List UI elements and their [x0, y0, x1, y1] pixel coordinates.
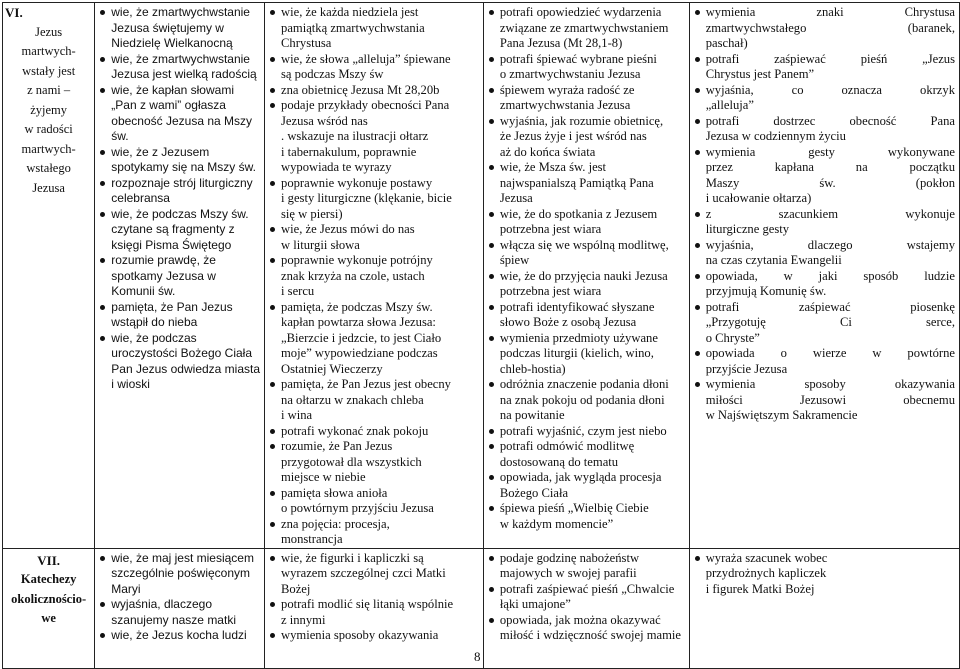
objective-line: potrafi modlić się litanią wspólnie	[281, 597, 454, 611]
objective-item	[487, 207, 685, 238]
objective-item	[487, 160, 685, 207]
objective-line: wie, że Msza św. jest	[499, 160, 607, 174]
objective-line: włącza się we wspólną modlitwę,	[499, 237, 669, 252]
objective-item	[98, 207, 260, 254]
objective-line: Jezusa świętujemy w	[111, 20, 224, 35]
objective-line: księgi Pisma Świętego	[111, 237, 232, 252]
section-label-vii	[3, 548, 95, 668]
objective-item	[487, 470, 685, 501]
objective-item	[693, 52, 955, 83]
objective-line: szanujemy nasze matki	[111, 612, 236, 627]
objective-item	[487, 114, 685, 161]
objective-line: św.	[111, 129, 129, 143]
objective-line: miłości Jezusowi obecnemu	[705, 392, 955, 407]
objective-item	[487, 5, 685, 52]
objective-line: aż do końca świata	[499, 144, 596, 159]
objective-item	[98, 300, 260, 331]
objective-line: dostosowaną do tematu	[499, 454, 619, 469]
curriculum-table	[2, 2, 960, 669]
objectives-column-4	[689, 3, 959, 549]
objective-item	[693, 238, 955, 269]
objective-line: obecność Jezusa na Mszy	[111, 113, 253, 128]
objective-line: wie, że Jezus kocha ludzi	[111, 628, 247, 642]
section-label-line: okolicznościo-	[11, 591, 87, 606]
objective-line: łąki umajone”	[499, 597, 571, 611]
objective-line: z innymi	[281, 612, 326, 627]
objective-line: chleb-hostia)	[499, 361, 566, 376]
objective-line: poprawnie wykonuje potrójny	[281, 253, 433, 267]
objective-item	[268, 439, 479, 486]
objective-line: wie, że Jezus mówi do nas	[281, 222, 415, 236]
objective-line: najwspanialszą Pamiątką Pana	[499, 175, 654, 190]
objective-line: wie, że słowa „alleluja” śpiewane	[281, 51, 451, 66]
section-row-vi	[3, 3, 960, 549]
section-label-line: martwych-	[21, 141, 76, 156]
objective-item	[98, 145, 260, 176]
objectives-list	[268, 5, 479, 548]
objective-line: wymienia gesty wykonywane	[705, 144, 955, 159]
section-label-line: VI.	[5, 5, 23, 20]
objective-line: potrafi zaśpiewać pieśń „Jezus	[705, 51, 955, 66]
objective-line: przygotował dla wszystkich	[281, 454, 422, 469]
objective-line: potrafi zaśpiewać piosenkę	[705, 299, 955, 314]
objective-line: pamięta, że podczas Mszy św.	[281, 299, 433, 314]
objective-line: kapłan powtarza słowa Jezusa:	[281, 315, 436, 329]
objective-line: rozpoznaje strój liturgiczny	[111, 175, 253, 190]
objective-line: zmartwychwstania Jezusa	[499, 98, 631, 112]
objective-line: „Bierzcie i jedzcie, to jest Ciało	[281, 330, 442, 345]
objectives-list	[693, 5, 955, 424]
objective-item	[487, 439, 685, 470]
section-label-line: wstały jest	[22, 63, 76, 78]
objective-line: na czas czytania Ewangelii	[705, 253, 842, 267]
objective-line: przyjmują Komunię św.	[705, 284, 827, 298]
objective-item	[98, 83, 260, 145]
objective-line: monstrancja	[281, 532, 343, 546]
objective-line: Niedzielę Wielkanocną	[111, 36, 233, 50]
objectives-column-2	[265, 548, 484, 668]
objective-item	[268, 253, 479, 300]
section-label-vi	[3, 3, 95, 549]
objective-line: wyjaśnia, jak rozumie obietnicę,	[499, 113, 664, 128]
objective-item	[487, 582, 685, 613]
objective-line: wypowiada te wyrazy	[281, 160, 392, 174]
objective-item	[268, 5, 479, 52]
objectives-column-3	[483, 3, 689, 549]
objective-line: i figurek Matki Bożej	[705, 581, 815, 596]
objectives-list	[268, 551, 479, 644]
objective-item	[487, 501, 685, 532]
objective-line: przez kapłana na początku	[705, 160, 955, 174]
objective-line: zna obietnicę Jezusa Mt 28,20b	[281, 82, 440, 97]
objective-item	[693, 346, 955, 377]
objective-line: liturgiczne gesty	[705, 222, 790, 236]
objective-item	[487, 613, 685, 644]
objective-line: „Pan z wami” ogłasza	[111, 98, 226, 112]
objective-line: potrafi zaśpiewać pieśń „Chwalcie	[499, 581, 675, 596]
objective-line: Maryi	[111, 581, 141, 596]
objective-item	[98, 52, 260, 83]
objective-line: uroczystości Bożego Ciała	[111, 346, 252, 360]
section-label-line: Jezusa	[32, 180, 65, 195]
objective-line: wyjaśnia, dlaczego	[111, 597, 212, 611]
section-row-vii	[3, 548, 960, 668]
objective-line: wymienia znaki Chrystusa	[705, 5, 955, 19]
objective-line: wymienia przedmioty używane	[499, 330, 658, 345]
objective-item	[268, 424, 479, 440]
objective-line: wie, że do spotkania z Jezusem	[499, 206, 658, 221]
objective-line: miejsce w niebie	[281, 470, 366, 484]
objective-line: Bożego Ciała	[499, 485, 569, 500]
objective-item	[693, 83, 955, 114]
objective-line: potrafi wykonać znak pokoju	[281, 423, 429, 438]
objective-line: się w piersi)	[281, 206, 343, 221]
objective-item	[487, 551, 685, 582]
objective-line: spotykamy się na Mszy św.	[111, 160, 256, 174]
objective-line: czytane są fragmenty z	[111, 222, 235, 236]
objective-line: poprawnie wykonuje postawy	[281, 175, 433, 190]
objective-line: celebransa	[111, 191, 170, 205]
objective-line: podczas liturgii (kielich, wino,	[499, 346, 654, 360]
objective-item	[693, 207, 955, 238]
objective-item	[268, 551, 479, 598]
objective-line: opowiada, jak wygląda procesja	[499, 470, 662, 484]
objective-line: wstąpił do nieba	[111, 315, 198, 329]
objective-item	[487, 300, 685, 331]
objective-line: wie, że każda niedziela jest	[281, 5, 419, 19]
objective-line: potrzebna jest wiara	[499, 222, 602, 236]
objective-line: wie, że figurki i kapliczki są	[281, 550, 424, 565]
objectives-list	[98, 5, 260, 393]
objective-line: na znak pokoju od podania dłoni	[499, 392, 665, 407]
objective-line: że Jezus żyje i jest wśród nas	[499, 129, 647, 143]
objectives-column-1	[95, 548, 265, 668]
objective-line: o zmartwychwstaniu Jezusa	[499, 67, 641, 81]
objective-line: w Najświętszym Sakramencie	[705, 408, 858, 422]
objective-line: wymienia sposoby okazywania	[281, 628, 439, 642]
objective-line: przydrożnych kapliczek	[705, 566, 827, 580]
objective-line: są podczas Mszy św	[281, 67, 384, 81]
objective-item	[268, 98, 479, 129]
objective-line: znak krzyża na czole, ustach	[281, 268, 425, 283]
objective-line: Pana Jezusa (Mt 28,1-8)	[499, 36, 623, 50]
objective-item	[268, 300, 479, 378]
section-label-line: żyjemy	[30, 102, 68, 117]
objectives-list	[487, 551, 685, 644]
objective-line: opowiada, w jaki sposób ludzie	[705, 268, 955, 283]
objective-item	[487, 331, 685, 378]
objective-item	[693, 269, 955, 300]
objective-item	[268, 129, 479, 176]
objective-item	[693, 300, 955, 347]
objective-line: pamięta słowa anioła	[281, 485, 388, 500]
objective-item	[268, 222, 479, 253]
objective-item	[693, 5, 955, 52]
objective-line: potrzebna jest wiara	[499, 284, 602, 298]
objective-line: pamięta, że Pan Jezus	[111, 299, 233, 314]
section-label-line: we	[41, 611, 56, 625]
objective-line: zmartwychwstałego (baranek,	[705, 20, 955, 35]
objective-line: i ucałowanie ołtarza)	[705, 191, 812, 205]
objective-line: Maszy św. (pokłon	[705, 175, 955, 190]
objective-line: potrafi opowiedzieć wydarzenia	[499, 5, 662, 19]
objective-item	[98, 551, 260, 598]
objective-line: Ostatniej Wieczerzy	[281, 361, 383, 376]
objective-line: wyjaśnia, dlaczego wstajemy	[705, 237, 955, 252]
objective-item	[98, 628, 260, 644]
objective-line: na powitanie	[499, 408, 565, 422]
objective-line: podaje przykłady obecności Pana	[281, 98, 450, 112]
objective-line: wie, że podczas Mszy św.	[111, 206, 249, 221]
objective-line: podaje godzinę nabożeństw	[499, 550, 640, 565]
objective-item	[693, 551, 955, 598]
objective-line: wie, że zmartwychwstanie	[111, 5, 250, 19]
objective-line: na ołtarzu w znakach chleba	[281, 392, 424, 407]
objective-line: rozumie prawdę, że	[111, 253, 216, 267]
objective-item	[98, 597, 260, 628]
objective-item	[487, 238, 685, 269]
objective-item	[487, 424, 685, 440]
objective-line: Pan Jezus odwiedza miasta	[111, 361, 261, 376]
objective-line: opowiada, jak można okazywać	[499, 612, 661, 627]
objective-line: z szacunkiem wykonuje	[705, 206, 955, 221]
objective-line: „Przygotuję Ci serce,	[705, 315, 955, 329]
objective-line: Chrystus jest Panem”	[705, 67, 815, 81]
section-label-line: VII.	[37, 552, 61, 568]
objective-line: pamięta, że Pan Jezus jest obecny	[281, 377, 451, 391]
objective-line: związane ze zmartwychwstaniem	[499, 20, 669, 35]
objectives-column-2	[265, 3, 484, 549]
objective-line: i gesty liturgiczne (klękanie, bicie	[281, 191, 452, 205]
objective-item	[693, 114, 955, 145]
objective-line: wyjaśnia, co oznacza okrzyk	[705, 82, 955, 97]
objective-item	[693, 377, 955, 424]
objective-line: spotkamy Jezusa w	[111, 268, 216, 283]
section-label-line: Katechezy	[20, 572, 77, 586]
objective-item	[268, 628, 479, 644]
objective-line: wie, że kapłan słowami	[111, 82, 234, 97]
objective-line: Jezusa	[499, 191, 533, 205]
objective-line: wie, że podczas	[111, 330, 197, 345]
objectives-column-3	[483, 548, 689, 668]
objective-item	[268, 83, 479, 99]
section-label-line: z nami –	[27, 83, 71, 97]
objective-item	[98, 331, 260, 393]
objective-line: paschał)	[705, 36, 748, 50]
objective-line: opowiada o wierze w powtórne	[705, 346, 955, 360]
objectives-column-1	[95, 3, 265, 549]
objective-item	[98, 5, 260, 52]
objective-line: Bożej	[281, 581, 311, 596]
objective-line: zna pojęcia: procesja,	[281, 516, 390, 531]
objective-line: o powtórnym przyjściu Jezusa	[281, 501, 434, 515]
objective-line: moje” wypowiedziane podczas	[281, 346, 438, 360]
objective-line: potrafi identyfikować słyszane	[499, 299, 655, 314]
objective-line: i wina	[281, 408, 313, 422]
objective-item	[268, 52, 479, 83]
objectives-column-4	[689, 548, 959, 668]
section-label-line: wstałego	[26, 161, 71, 175]
objective-line: śpiewa pieśń „Wielbię Ciebie	[499, 501, 649, 515]
objective-line: Jezusa w codziennym życiu	[705, 129, 846, 143]
section-label-line: martwych-	[21, 44, 76, 58]
objective-line: odróżnia znaczenie podania dłoni	[499, 377, 669, 391]
objectives-list	[98, 551, 260, 644]
objective-item	[268, 517, 479, 548]
objective-line: śpiewem wyraża radość ze	[499, 82, 635, 97]
objective-line: i sercu	[281, 284, 315, 298]
objective-line: potrafi dostrzec obecność Pana	[705, 113, 955, 128]
objective-line: o Chryste”	[705, 330, 760, 345]
objective-line: pamiątką zmartwychwstania	[281, 20, 425, 35]
objective-line: wie, że zmartwychwstanie	[111, 51, 250, 66]
objective-line: w każdym momencie”	[499, 516, 614, 531]
objective-line: i tabernakulum, poprawnie	[281, 144, 417, 159]
objective-line: Chrystusa	[281, 36, 332, 50]
objective-item	[268, 377, 479, 424]
objective-item	[268, 597, 479, 628]
objective-line: Jezusa wśród nas	[281, 113, 368, 128]
objective-line: wyrazem szczególnej czci Matki	[281, 566, 446, 580]
objectives-list	[693, 551, 955, 598]
objective-line: wymienia sposoby okazywania	[705, 377, 955, 391]
objective-line: szczególnie poświęconym	[111, 566, 250, 580]
objective-line: wie, że maj jest miesiącem	[111, 550, 254, 565]
objective-line: potrafi śpiewać wybrane pieśni	[499, 51, 657, 66]
objective-item	[98, 253, 260, 300]
objective-line: wie, że do przyjęcia nauki Jezusa	[499, 268, 668, 283]
objective-item	[487, 269, 685, 300]
objective-line: potrafi odmówić modlitwę	[499, 439, 635, 453]
objective-item	[487, 52, 685, 83]
objective-line: Jezusa jest wielką radością	[111, 67, 257, 81]
objective-item	[268, 176, 479, 223]
objective-line: i wioski	[111, 377, 150, 391]
objective-item	[268, 486, 479, 517]
objective-line: słowo Boże z osobą Jezusa	[499, 315, 637, 329]
objective-line: majowych w swojej parafii	[499, 566, 637, 580]
objective-line: Komunii św.	[111, 284, 176, 298]
objective-line: miłość i wdzięczność swojej mamie	[499, 628, 682, 642]
objective-item	[487, 377, 685, 424]
objective-item	[693, 145, 955, 207]
section-label-line: Jezus	[35, 24, 63, 39]
objective-line: . wskazuje na ilustracji ołtarz	[281, 129, 429, 143]
section-label-line: w radości	[24, 122, 73, 136]
objectives-list	[487, 5, 685, 532]
page-number: 8	[474, 649, 481, 664]
objective-line: potrafi wyjaśnić, czym jest niebo	[499, 423, 667, 438]
objective-line: śpiew	[499, 253, 530, 267]
objective-item	[98, 176, 260, 207]
objective-line: rozumie, że Pan Jezus	[281, 439, 393, 453]
objective-item	[487, 83, 685, 114]
objective-line: wyraża szacunek wobec	[705, 550, 828, 565]
objective-line: przyjście Jezusa	[705, 361, 788, 376]
objective-line: „alleluja”	[705, 98, 754, 112]
objective-line: wie, że z Jezusem	[111, 144, 210, 159]
objective-line: w liturgii słowa	[281, 237, 360, 252]
